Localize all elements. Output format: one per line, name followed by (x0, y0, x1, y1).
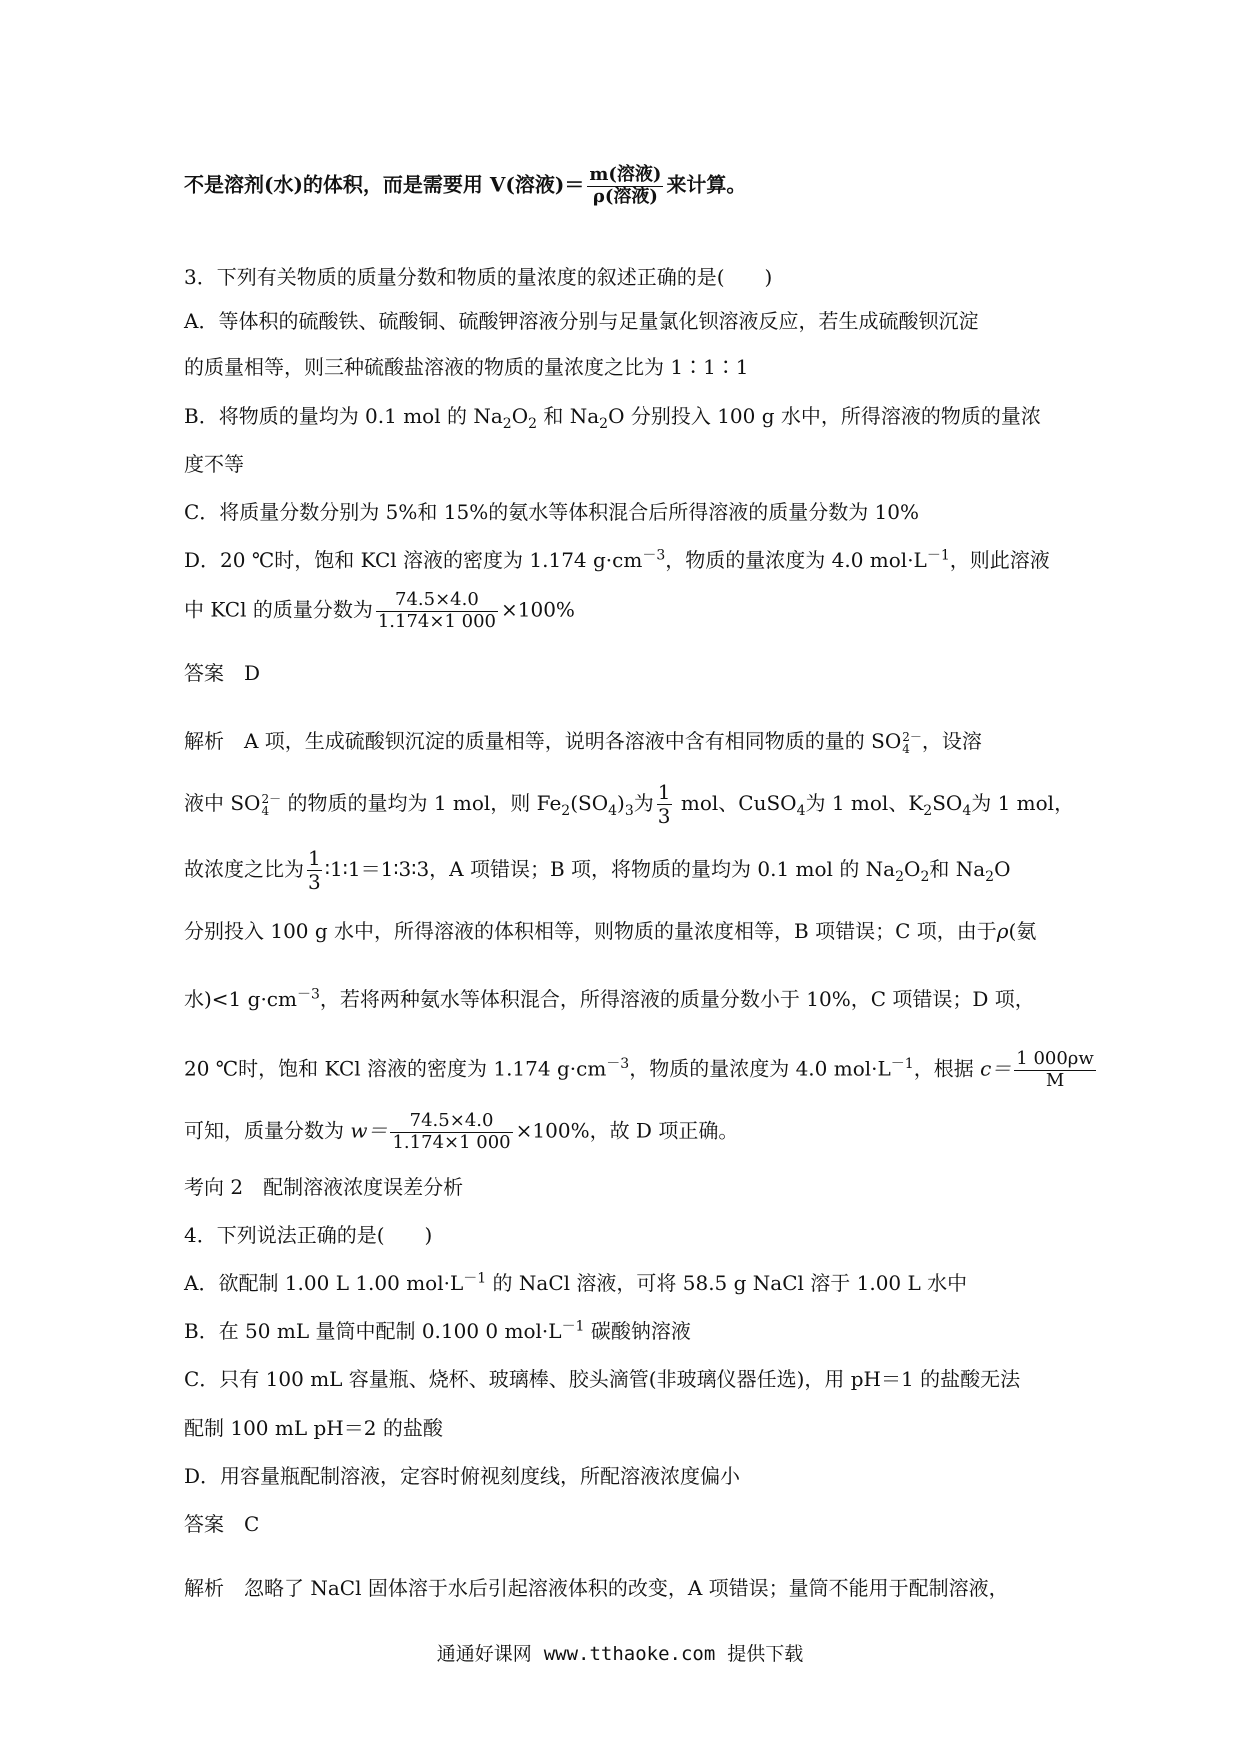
q3-answer: 答案 D (184, 661, 261, 685)
footer-note: 提供下载 (727, 1643, 804, 1665)
q3-option-b-line2: 度不等 (184, 452, 244, 476)
q3-analysis-line6: 20 ℃时，饱和 KCl 溶液的密度为 1.174 $g\cdot cm^{-3}$，物质的量浓度为 4.0 $mol\cdot L^{-1}$，根据 c＝ $\frac{1 000\rho w}{M}$ (184, 1048, 1094, 1091)
q4-answer: 答案 C (184, 1512, 260, 1536)
volume-fraction: $\frac{\text{m(溶液)}}{\text{ρ(溶液)}}$ (589, 164, 662, 207)
q3-analysis-line3: 故浓度之比为 $\frac{1}{3}$ ∶1∶1＝1∶3∶3，A 项错误；B 项，将物质的量均为 0.1 mol 的 $Na_2O_2$和 $Na_2O$ (184, 846, 1011, 894)
q4-option-c-line1: C．只有 100 mL 容量瓶、烧杯、玻璃棒、胶头滴管(非玻璃仪器任选)，用 pH＝1 的盐酸无法 (184, 1367, 1021, 1391)
q4-analysis-line1: 解析 忽略了 NaCl 固体溶于水后引起溶液体积的改变，A 项错误；量筒不能用于配制溶液， (184, 1576, 1009, 1600)
q4-option-c-line2: 配制 100 mL pH＝2 的盐酸 (184, 1416, 443, 1440)
page-footer (0, 1640, 1240, 1668)
line-volume-formula: 不是溶剂(水)的体积，而是需要用 V(溶液)＝ $\frac{\text{m(溶液)}}{\text{ρ(溶液)}}$ 来计算。 (184, 164, 747, 207)
q3-analysis-line7: 可知，质量分数为 w＝ $\frac{74.5\times 4.0}{1.174\times 1 000}$ ×100%，故 D 项正确。 (184, 1110, 739, 1153)
section-heading: 考向 2 配制溶液浓度误差分析 (184, 1175, 464, 1199)
concentration-formula: $\frac{1 000\rho w}{M}$ (1016, 1048, 1094, 1091)
q3-option-d-line1: D．20 ℃时，饱和 KCl 溶液的密度为 1.174 $g\cdot cm^{-3}$，物质的量浓度为 4.0 $mol\cdot L^{-1}$，则此溶液 (184, 547, 1050, 572)
one-third-fraction: $\frac{1}{3}$ (308, 846, 321, 894)
q4-stem: 4．下列说法正确的是( ) (184, 1223, 433, 1247)
one-third-fraction: $\frac{1}{3}$ (657, 780, 671, 828)
footer-site-name: 通通好课网 (436, 1643, 532, 1665)
mass-fraction-result: $\frac{74.5\times 4.0}{1.174\times 1 000}$ (392, 1110, 511, 1153)
q3-option-c: C．将质量分数分别为 5%和 15%的氨水等体积混合后所得溶液的质量分数为 10% (184, 500, 920, 524)
q3-option-b-line1: B．将物质的量均为 0.1 mol 的 $Na_2O_2$ 和 $Na_2O$ 分别投入 100 g 水中，所得溶液的物质的量浓 (184, 404, 1041, 432)
q4-option-b: B．在 50 mL 量筒中配制 0.100 0 $mol\cdot L^{-1}$ 碳酸钠溶液 (184, 1318, 691, 1343)
q3-analysis-line5: 水)<1 $g\cdot cm^{-3}$，若将两种氨水等体积混合，所得溶液的质量分数小于 10%，C 项错误；D 项， (184, 986, 1035, 1011)
q4-option-a: A．欲配制 1.00 L 1.00 $mol\cdot L^{-1}$ 的 NaCl 溶液，可将 58.5 g NaCl 溶于 1.00 L 水中 (184, 1270, 968, 1295)
q3-analysis-line2: 液中 SO 2－ 4 的物质的量均为 1 mol，则 $Fe_2(SO_4)_3$为 $\frac{1}{3}$ mol、CuSO$_4$为 1 mol、$K_2SO_4$为 1 mol， (184, 780, 1075, 828)
q3-option-a-line2: 的质量相等，则三种硫酸盐溶液的物质的量浓度之比为 1∶1∶1 (184, 355, 749, 379)
q3-stem: 3．下列有关物质的质量分数和物质的量浓度的叙述正确的是( ) (184, 265, 773, 289)
q3-option-a-line1: A．等体积的硫酸铁、硫酸铜、硫酸钾溶液分别与足量氯化钡溶液反应，若生成硫酸钡沉淀 (184, 309, 979, 333)
volume-lhs: V(溶液)＝ (489, 172, 585, 197)
footer-url: www.tthaoke.com (543, 1643, 716, 1665)
q3-option-d-line2: 中 KCl 的质量分数为 $\frac{74.5\times 4.0}{1.174\times 1 000}$ ×100% (184, 589, 575, 632)
q3-analysis-line1: 解析 A 项，生成硫酸钡沉淀的质量相等，说明各溶液中含有相同物质的量的 SO 2－ 4 ，设溶 (184, 729, 982, 756)
mass-fraction-expression: $\frac{74.5\times 4.0}{1.174\times 1 000}$ (377, 589, 496, 632)
q3-analysis-line4: 分别投入 100 g 水中，所得溶液的体积相等，则物质的量浓度相等，B 项错误；C 项，由于ρ(氨 (184, 919, 1037, 943)
q4-option-d: D．用容量瓶配制溶液，定容时俯视刻度线，所配溶液浓度偏小 (184, 1464, 741, 1488)
